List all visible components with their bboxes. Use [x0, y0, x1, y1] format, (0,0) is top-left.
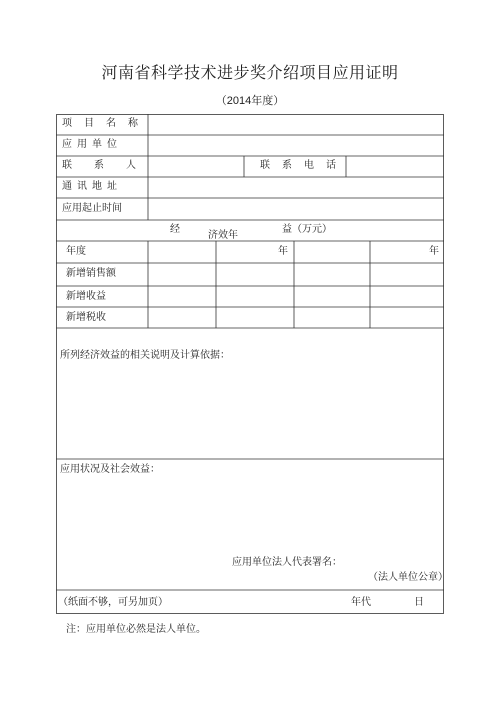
- year-col-1: 年: [278, 246, 288, 257]
- label-new-tax: 新增税收: [66, 312, 106, 323]
- label-explanation: 所列经济效益的相关说明及计算依据：: [60, 350, 230, 361]
- benefit-header-a: 经: [170, 224, 180, 235]
- label-new-income: 新增收益: [66, 291, 106, 302]
- form-table: [56, 114, 448, 614]
- benefit-header-b: 益（万元）: [282, 224, 332, 235]
- label-period: 应用起止时间: [62, 203, 122, 214]
- label-project-name: 项目名称: [62, 118, 150, 129]
- label-new-sales: 新增销售额: [66, 268, 116, 279]
- label-contact-person: 联系人: [62, 160, 158, 171]
- label-date-a: 年代: [351, 597, 371, 608]
- label-paper-note: （纸面不够，可另加页）: [58, 597, 168, 608]
- label-seal: （法人单位公章）: [368, 572, 448, 583]
- label-applicant-unit: 应用单位: [62, 139, 122, 150]
- footnote: 注：应用单位必然是法人单位。: [66, 624, 206, 635]
- label-contact-phone: 联系电话: [260, 160, 348, 171]
- year-col-2: 年: [429, 246, 439, 257]
- label-address: 通讯地址: [62, 181, 122, 192]
- label-signature: 应用单位法人代表署名：: [232, 557, 342, 568]
- document-subtitle: （2014年度）: [215, 95, 285, 107]
- label-date-b: 日: [414, 597, 424, 608]
- benefit-header-c: 济效年: [208, 230, 238, 241]
- label-status: 应用状况及社会效益：: [60, 464, 160, 475]
- document-title: 河南省科学技术进步奖介绍项目应用证明: [101, 63, 399, 82]
- label-year: 年度: [66, 246, 86, 257]
